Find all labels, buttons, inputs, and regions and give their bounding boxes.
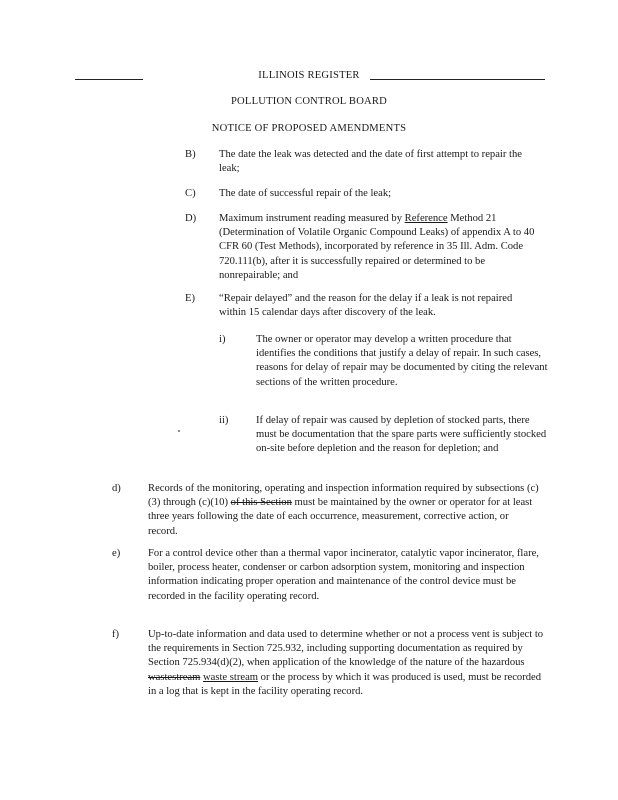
underlined-insertion: waste stream [203, 671, 259, 683]
underlined-insertion: Reference [404, 213, 448, 224]
item-c-label: C) [185, 188, 196, 199]
item-d-text: Records of the monitoring, operating and inspection information required by subsections (c)(3) through (c)(10) of this Section must be maintained by the owner or operator for at least three years following the date of each occurrence, measurement, corrective action, or record. [148, 483, 539, 537]
item-f-label: f) [112, 629, 120, 640]
register-title: ILLINOIS REGISTER [258, 70, 360, 81]
item-e-text: “Repair delayed” and the reason for the delay if a leak is not repaired within 15 calendar days after discovery of the leak. [219, 293, 513, 319]
item-e-i-label: i) [219, 334, 226, 345]
item-d-upper-label: D) [185, 213, 197, 224]
item-e-lower-label: e) [112, 548, 121, 559]
struck-deletion: of this Section [230, 497, 292, 509]
notice-title: NOTICE OF PROPOSED AMENDMENTS [211, 123, 407, 134]
item-e-i-text: The owner or operator may develop a written procedure that identifies the conditions that justify a delay of repair. In such cases, reasons for delay of repair may be documented by citing the relevant sections of the written procedure. [256, 334, 548, 388]
item-e-ii-text: If delay of repair was caused by depletion of stocked parts, there must be documentation that the spare parts were sufficiently stocked on-site before depletion and the reason for depletion; and [256, 415, 547, 455]
item-f-text: Up-to-date information and data used to determine whether or not a process vent is subject to the requirements in Section 725.932, including supporting documentation as required by Section 725.934(d)(2), when application of the knowledge of the nature of the hazardous wastestream waste stream or the process by which it was produced is used, must be recorded in a log that is kept in the facility operating record. [148, 629, 544, 697]
item-e-lower-text: For a control device other than a thermal vapor incinerator, catalytic vapor incinerator, flare, boiler, process heater, condenser or carbon adsorption system, monitoring and inspection information indicating proper operation and maintenance of the control device must be recorded in the facility operating record. [148, 548, 539, 602]
struck-deletion: wastestream [148, 671, 201, 683]
item-e-label: E) [185, 293, 195, 304]
scan-speck [178, 430, 180, 432]
item-b-label: B) [185, 149, 196, 160]
item-b-text: The date the leak was detected and the date of first attempt to repair the leak; [219, 149, 522, 175]
board-title: POLLUTION CONTROL BOARD [230, 96, 388, 107]
item-e-ii-label: ii) [219, 415, 229, 426]
item-d-upper-text: Maximum instrument reading measured by Reference Method 21 (Determination of Volatile Organic Compound Leaks) of appendix A to 40 CFR 60 (Test Methods), incorporated by reference in 35 Ill. Adm. Code 720.111(b), after it is successfully repaired or determined to be nonrepairable; and [219, 213, 535, 281]
item-d-label: d) [112, 483, 121, 494]
item-c-text: The date of successful repair of the leak; [219, 188, 392, 199]
